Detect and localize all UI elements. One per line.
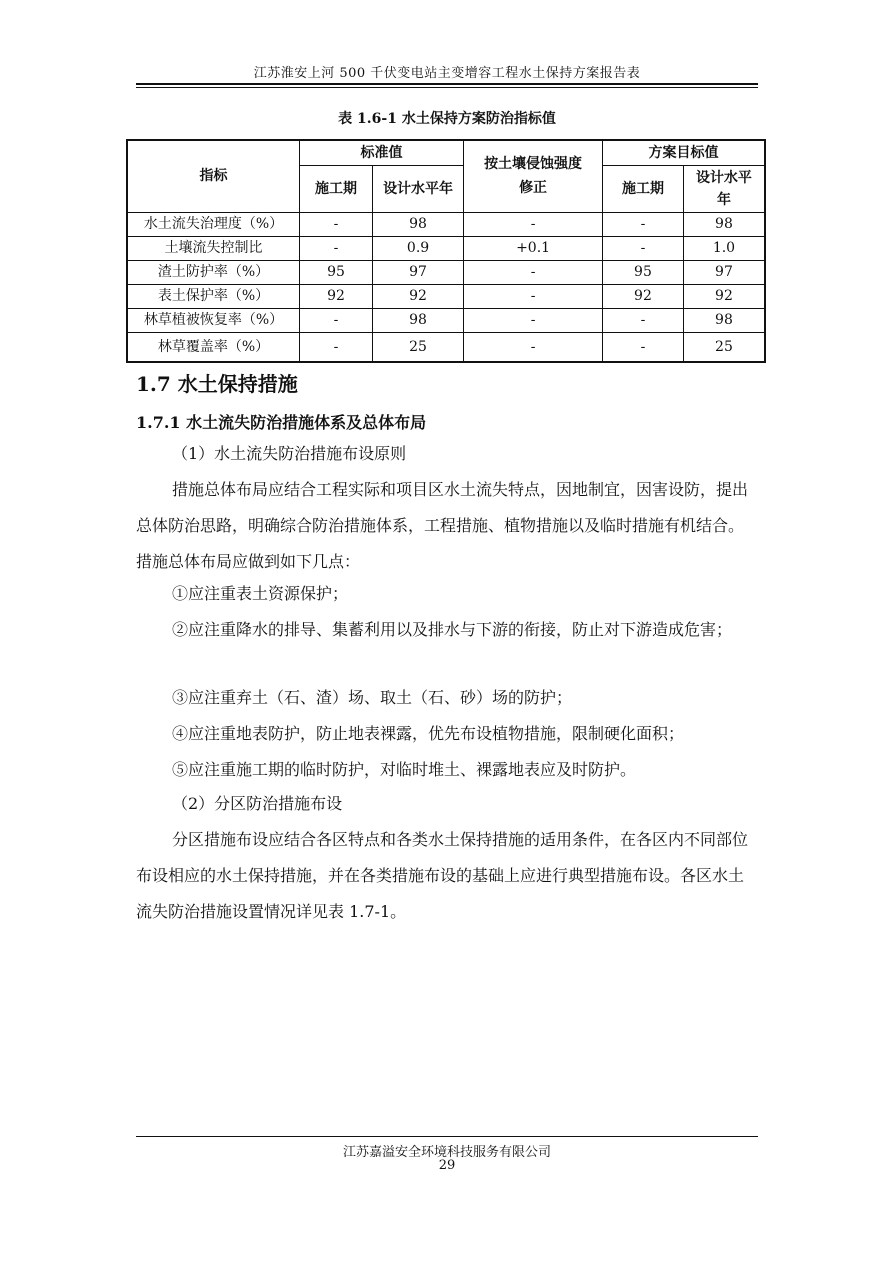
row-label: 表土保护率（%） [127, 284, 299, 308]
cell-adjust: +0.1 [464, 236, 603, 260]
page-number: 29 [438, 1158, 456, 1173]
cell-target-design: 98 [683, 212, 765, 236]
cell-target-construction: - [603, 236, 684, 260]
cell-target-construction: - [603, 212, 684, 236]
col-target: 方案目标值 [603, 140, 765, 165]
cell-target-construction: - [603, 308, 684, 332]
row-label: 水土流失治理度（%） [127, 212, 299, 236]
cell-target-design: 97 [683, 260, 765, 284]
paragraph-item-5: ⑤应注重施工期的临时防护，对临时堆土、裸露地表应及时防护。 [172, 760, 637, 779]
cell-standard-design: 98 [373, 308, 464, 332]
paragraph-item-1: ①应注重表土资源保护； [172, 584, 349, 603]
paragraph-layout: 措施总体布局应结合工程实际和项目区水土流失特点，因地制宜，因害设防，提出总体防治思路，明确综合防治措施体系，工程措施、植物措施以及临时措施有机结合。措施总体布局应做到如下几点： [136, 480, 749, 571]
cell-target-construction: - [603, 332, 684, 362]
paragraph-item-4: ④应注重地表防护，防止地表裸露，优先布设植物措施，限制硬化面积； [172, 724, 685, 743]
cell-target-design: 25 [683, 332, 765, 362]
running-header: 江苏淮安上河 500 千伏变电站主变增容工程水土保持方案报告表 [253, 66, 641, 81]
subsection-heading: 1.7.1 水土流失防治措施体系及总体布局 [136, 413, 427, 432]
cell-standard-construction: - [299, 332, 372, 362]
cell-standard-construction: 95 [299, 260, 372, 284]
row-label: 林草覆盖率（%） [127, 332, 299, 362]
cell-standard-construction: - [299, 236, 372, 260]
header-rule-thick [136, 83, 758, 85]
col-construction: 施工期 [299, 165, 372, 212]
cell-standard-design: 92 [373, 284, 464, 308]
cell-target-design: 1.0 [683, 236, 765, 260]
cell-adjust: - [464, 212, 603, 236]
footer-company: 江苏嘉溢安全环境科技服务有限公司 [342, 1145, 551, 1160]
cell-target-design: 92 [683, 284, 765, 308]
col-target-construction: 施工期 [603, 165, 684, 212]
table-row [127, 212, 765, 236]
paragraph-item-2: ②应注重降水的排导、集蓄利用以及排水与下游的衔接，防止对下游造成危害； [172, 620, 733, 639]
paragraph-zoning: 分区措施布设应结合各区特点和各类水土保持措施的适用条件，在各区内不同部位布设相应的水土保持措施，并在各类措施布设的基础上应进行典型措施布设。各区水土流失防治措施设置情况详见表 1.7-1。 [136, 830, 749, 921]
cell-standard-construction: - [299, 308, 372, 332]
col-standard: 标准值 [299, 140, 463, 165]
row-label: 渣土防护率（%） [127, 260, 299, 284]
table-row [127, 308, 765, 332]
cell-target-design: 98 [683, 308, 765, 332]
cell-adjust: - [464, 308, 603, 332]
table-row [127, 284, 765, 308]
row-label: 土壤流失控制比 [127, 236, 299, 260]
table-row [127, 332, 765, 362]
paragraph-principles-title: （1）水土流失防治措施布设原则 [172, 444, 407, 463]
col-target-design-year: 设计水平年 [683, 165, 765, 212]
cell-adjust: - [464, 284, 603, 308]
cell-adjust: - [464, 260, 603, 284]
row-label: 林草植被恢复率（%） [127, 308, 299, 332]
cell-standard-construction: - [299, 212, 372, 236]
table-row [127, 236, 765, 260]
cell-standard-design: 97 [373, 260, 464, 284]
cell-adjust: - [464, 332, 603, 362]
section-heading: 1.7 水土保持措施 [136, 372, 298, 396]
header-rule-thin [136, 87, 758, 88]
footer-rule [136, 1136, 758, 1137]
table-caption: 表 1.6-1 水土保持方案防治指标值 [338, 111, 556, 127]
cell-standard-design: 0.9 [373, 236, 464, 260]
col-design-year: 设计水平年 [373, 165, 464, 212]
paragraph-item-3: ③应注重弃土（石、渣）场、取土（石、砂）场的防护； [172, 688, 573, 707]
col-indicator: 指标 [127, 140, 299, 212]
col-erosion-adjust: 按土壤侵蚀强度修正 [464, 140, 603, 212]
table-row [127, 260, 765, 284]
paragraph-zoning-title: （2）分区防治措施布设 [172, 794, 343, 813]
cell-standard-design: 25 [373, 332, 464, 362]
indicator-table [126, 139, 766, 363]
cell-standard-design: 98 [373, 212, 464, 236]
cell-target-construction: 92 [603, 284, 684, 308]
cell-standard-construction: 92 [299, 284, 372, 308]
cell-target-construction: 95 [603, 260, 684, 284]
